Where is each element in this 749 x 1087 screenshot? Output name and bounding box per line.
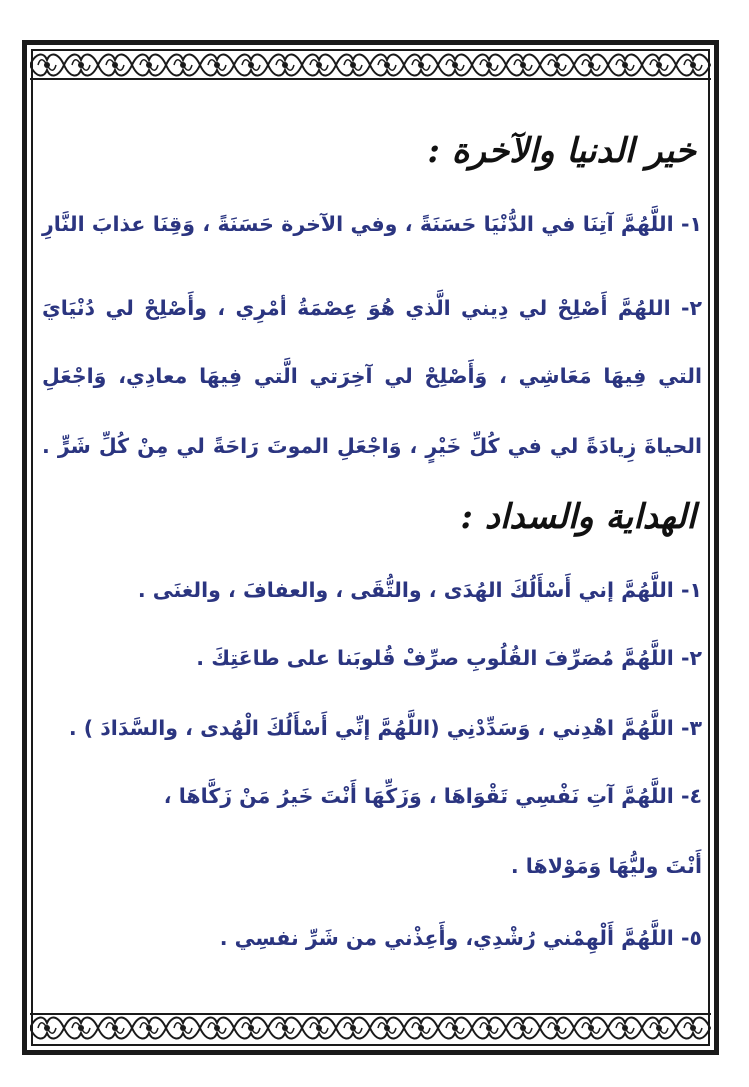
dua-line: أَنْتَ وليُّهَا وَمَوْلاهَا . xyxy=(510,854,702,878)
dua-line: ٤- اللَّهُمَّ آتِ نَفْسِي تَقْوَاهَا ، وَزَكِّهَا أَنْتَ خَيرُ مَنْ زَكَّاهَا ، xyxy=(163,784,702,808)
bottom-ornament-border xyxy=(30,1011,711,1045)
section-heading-guidance: الهداية والسداد : xyxy=(460,497,696,537)
top-ornament-border xyxy=(30,48,711,82)
dua-line: ٢- اللهُمَّ أَصْلِحْ لي دِيني الَّذي هُوَ عِصْمَةُ أمْرِي ، وأَصْلِحْ لي دُنْيَايَ xyxy=(42,296,702,320)
dua-line: ١- اللَّهُمَّ إني أَسْأَلُكَ الهُدَى ، والتُّقَى ، والعفافَ ، والغنَى . xyxy=(137,578,702,602)
dua-line: ١- اللَّهُمَّ آتِنَا في الدُّنْيَا حَسَنَةً ، وفي الآخرة حَسَنَةً ، وَقِنَا عذابَ النَّارِ xyxy=(42,212,702,236)
dua-line: ٣- اللَّهُمَّ اهْدِني ، وَسَدِّدْنِي (اللَّهُمَّ إنِّي أَسْأَلُكَ الْهُدى ، والسَّدَادَ ) . xyxy=(68,716,702,740)
dua-line: ٥- اللَّهُمَّ أَلْهِمْني رُشْدِي، وأَعِذْني من شَرِّ نفسِي . xyxy=(219,926,702,950)
dua-line: ٢- اللَّهُمَّ مُصَرِّفَ القُلُوبِ صرِّفْ قُلوبَنا على طاعَتِكَ . xyxy=(196,646,702,670)
dua-line: الحياةَ زِيادَةً لي في كُلِّ خَيْرٍ ، وَاجْعَلِ الموتَ رَاحَةً لي مِنْ كُلِّ شَرٍّ . xyxy=(42,434,702,458)
dua-line: التي فِيهَا مَعَاشِي ، وَأَصْلِحْ لي آخِرَتي الَّتي فِيهَا معادِي، وَاجْعَلِ xyxy=(42,364,702,388)
document-body xyxy=(42,120,702,990)
section-heading-world-hereafter: خير الدنيا والآخرة : xyxy=(427,131,696,171)
